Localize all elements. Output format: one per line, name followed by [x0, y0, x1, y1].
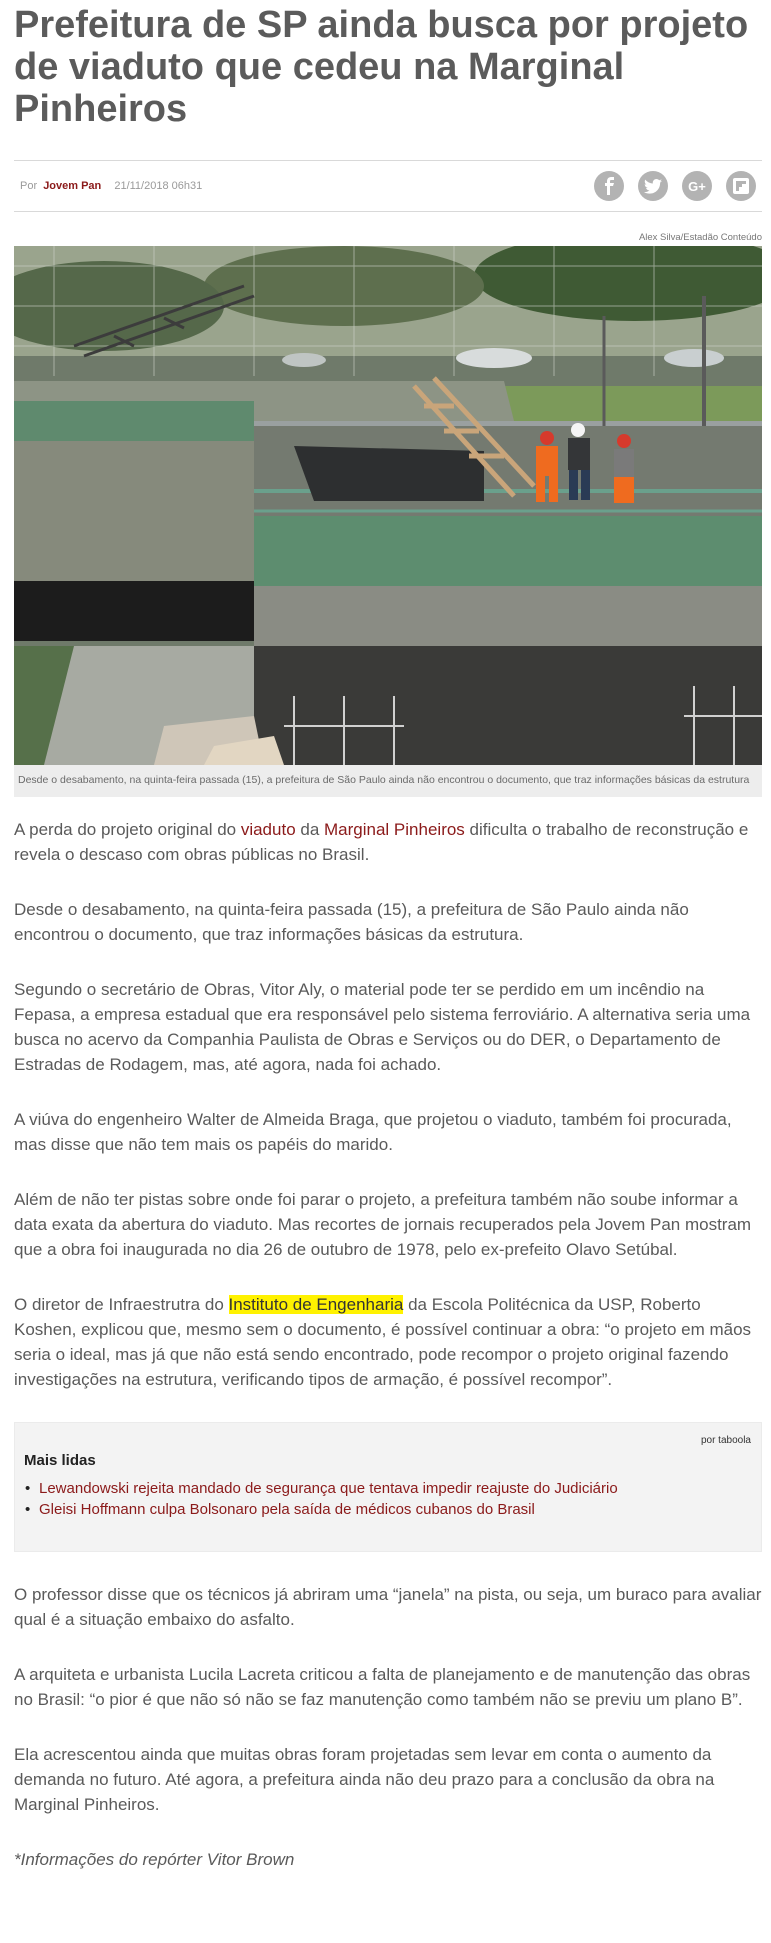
taboola-label[interactable]: por taboola [700, 1435, 751, 1446]
paragraph-1-text-mid: da [295, 820, 325, 839]
article-figure [14, 246, 762, 797]
flipboard-icon [732, 177, 750, 195]
list-item[interactable] [24, 1478, 618, 1499]
facebook-icon [602, 177, 616, 195]
byline [14, 180, 202, 192]
list-item[interactable] [24, 1499, 618, 1520]
googleplus-icon: G+ [688, 178, 706, 194]
googleplus-share-button[interactable] [682, 171, 712, 201]
paragraph-4: A viúva do engenheiro Walter de Almeida Braga, que projetou o viaduto, também foi procurada, mas disse que não tem mais os papéis do marido. [14, 1110, 732, 1154]
share-buttons [594, 171, 762, 201]
marginal-pinheiros-link[interactable]: Marginal Pinheiros [324, 820, 465, 839]
photo-caption: Desde o desabamento, na quinta-feira passada (15), a prefeitura de São Paulo ainda não encontrou o documento, que traz informações básicas da estrutura [18, 774, 750, 786]
paragraph-3: Segundo o secretário de Obras, Vitor Aly, o material pode ter se perdido em um incêndio na Fepasa, a empresa estadual que era responsável pelo sistema ferroviário. A alternativa seria uma busca no acervo da Companhia Paulista de Obras e Serviços ou do DER, o Departamento de Estradas de Rodagem, mas, até agora, nada foi achado. [14, 980, 751, 1074]
paragraph-6-text-end: da Escola Politécnica da USP, Roberto Koshen, explicou que, mesmo sem o documento, é possível continuar a obra: “o projeto em mãos seria o ideal, mas já que não está sendo encontrado, pode recompor o projeto original fazendo investigações na estrutura, verificando tipos de armação, é possível recompor”. [14, 1295, 752, 1389]
paragraph-6 [14, 1292, 762, 1392]
article-title: Prefeitura de SP ainda busca por projeto de viaduto que cedeu na Marginal Pinheiros [14, 4, 749, 130]
facebook-share-button[interactable] [594, 171, 624, 201]
photo-credit: Alex Silva/Estadão Conteúdo [638, 232, 762, 243]
article-content [14, 0, 762, 1872]
mais-lidas-title: Mais lidas [24, 1452, 96, 1469]
author-link[interactable]: Jovem Pan [43, 180, 102, 192]
mais-lidas-link-1[interactable]: Lewandowski rejeita mandado de segurança que tentava impedir reajuste do Judiciário [39, 1480, 618, 1497]
flipboard-share-button[interactable] [726, 171, 756, 201]
twitter-share-button[interactable] [638, 171, 668, 201]
mais-lidas-list [24, 1478, 618, 1520]
byline-prefix: Por [20, 180, 38, 192]
paragraph-1-text-end: dificulta o trabalho de reconstrução e revela o descaso com obras públicas no Brasil. [14, 820, 749, 864]
instituto-engenharia-highlight: Instituto de Engenharia [228, 1295, 404, 1314]
paragraph-7: O professor disse que os técnicos já abriram uma “janela” na pista, ou seja, um buraco para avaliar qual é a situação embaixo do asfalto. [14, 1585, 762, 1629]
paragraph-1-text: A perda do projeto original do [14, 820, 241, 839]
paragraph-6-text: O diretor de Infraestrutra do [14, 1295, 229, 1314]
paragraph-8: A arquiteta e urbanista Lucila Lacreta criticou a falta de planejamento e de manutenção das obras no Brasil: “o pior é que não só não se faz manutenção como também não se previu um plano B”. [14, 1665, 751, 1709]
mais-lidas-widget [14, 1422, 762, 1552]
paragraph-2: Desde o desabamento, na quinta-feira passada (15), a prefeitura de São Paulo ainda não encontrou o documento, que traz informações básicas da estrutura. [14, 900, 689, 944]
publish-date: 21/11/2018 06h31 [114, 180, 203, 192]
reporter-note: *Informações do repórter Vitor Brown [14, 1850, 295, 1869]
paragraph-9: Ela acrescentou ainda que muitas obras foram projetadas sem levar em conta o aumento da demanda no futuro. Até agora, a prefeitura ainda não deu prazo para a conclusão da obra na Marginal Pinheiros. [14, 1745, 715, 1814]
byline-bar [14, 160, 762, 212]
mais-lidas-link-2[interactable]: Gleisi Hoffmann culpa Bolsonaro pela saída de médicos cubanos do Brasil [39, 1501, 535, 1518]
viaduct-photo [14, 246, 762, 765]
twitter-icon [644, 179, 662, 194]
bullet-icon: • [25, 1501, 31, 1518]
viaduto-link[interactable]: viaduto [240, 820, 296, 839]
paragraph-1 [14, 817, 762, 867]
bullet-icon: • [25, 1480, 31, 1497]
paragraph-5: Além de não ter pistas sobre onde foi parar o projeto, a prefeitura também não soube informar a data exata da abertura do viaduto. Mas recortes de jornais recuperados pela Jovem Pan mostram que a obra foi inaugurada no dia 26 de outubro de 1978, pelo ex-prefeito Olavo Setúbal. [14, 1190, 752, 1259]
